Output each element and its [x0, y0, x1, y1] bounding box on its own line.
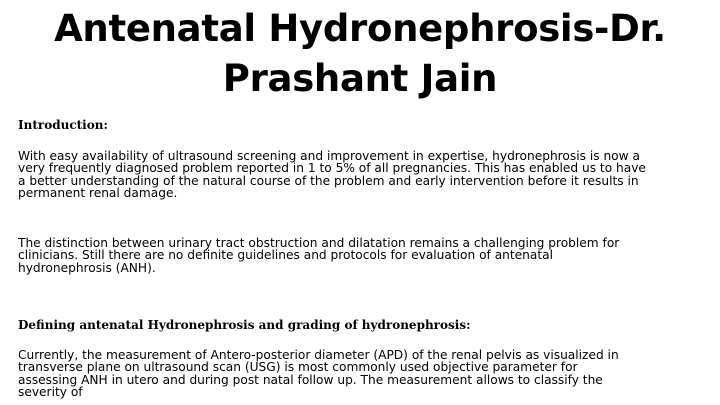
paragraph-line: clinicians. Still there are no definite guidelines and protocols for evaluation of antenatal [18, 248, 553, 263]
introduction-heading: Introduction: [18, 118, 108, 132]
paragraph-line: Currently, the measurement of Antero-posterior diameter (APD) of the renal pelvis as visualized in [18, 348, 619, 362]
page-title [0, 4, 720, 104]
paragraph-line: severity of [18, 385, 83, 400]
paragraph-line: very frequently diagnosed problem reported in 1 to 5% of all pregnancies. This has enabled us to have [18, 161, 646, 176]
title-line-2: Prashant Jain [222, 57, 498, 100]
introduction-paragraph [18, 150, 708, 200]
paragraph-line: permanent renal damage. [18, 186, 178, 201]
distinction-paragraph [18, 237, 708, 274]
paragraph-line: The distinction between urinary tract obstruction and dilatation remains a challenging problem for [18, 236, 620, 250]
defining-heading: Defining antenatal Hydronephrosis and grading of hydronephrosis: [18, 318, 471, 332]
paragraph-line: assessing ANH in utero and during post natal follow up. The measurement allows to classify the [18, 372, 603, 387]
paragraph-line: a better understanding of the natural course of the problem and early intervention before it results in [18, 173, 639, 188]
paragraph-line: transverse plane on ultrasound scan (USG) is most commonly used objective parameter for [18, 360, 578, 375]
title-line-1: Antenatal Hydronephrosis-Dr. [54, 7, 666, 50]
paragraph-line: With easy availability of ultrasound screening and improvement in expertise, hydronephrosis is now a [18, 149, 640, 163]
apd-paragraph [18, 349, 708, 399]
paragraph-line: hydronephrosis (ANH). [18, 260, 156, 275]
